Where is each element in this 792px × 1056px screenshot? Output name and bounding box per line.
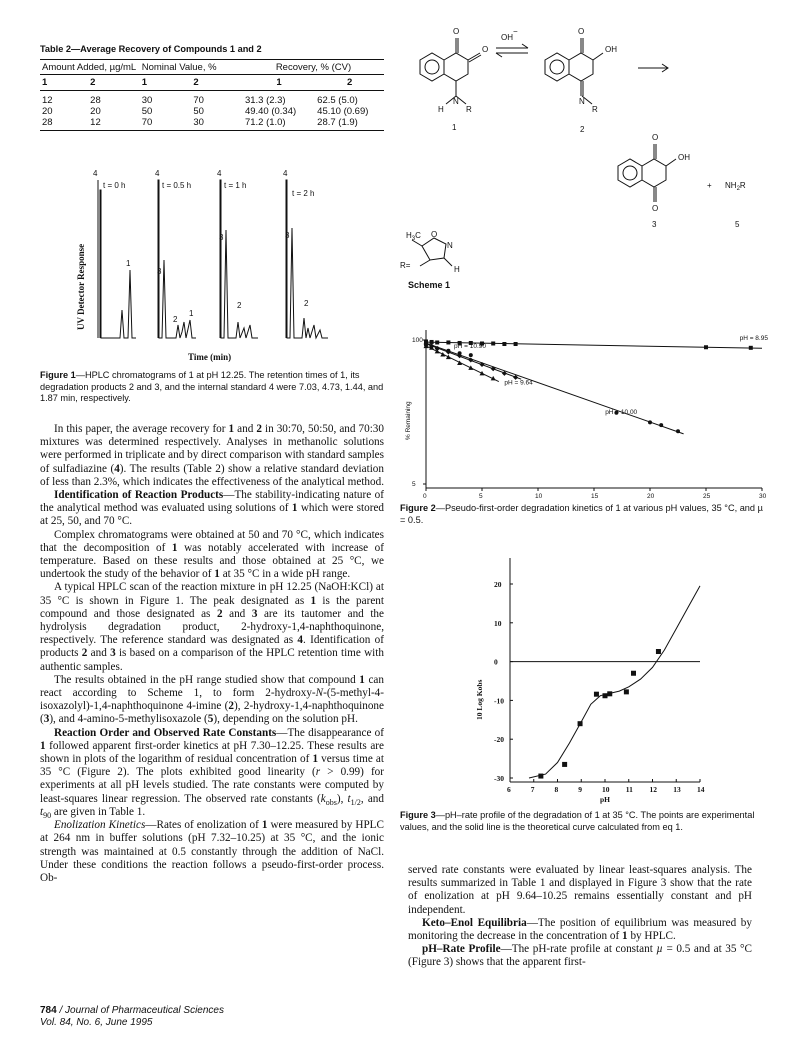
atom-label: O: [652, 204, 659, 213]
series-label: pH = 10.00: [605, 409, 638, 417]
atom-label: O: [578, 27, 585, 36]
table-subheader: 2: [191, 75, 243, 91]
peak-label: 4: [155, 169, 160, 178]
data-point: [656, 649, 661, 654]
peak-label: 1: [189, 309, 194, 318]
text-run: 1: [171, 541, 178, 554]
table-cell: 49.40 (0.34): [244, 106, 297, 117]
text-run: versus time at 35 °C (Figure 2). The plots exhibited good linearity (: [40, 753, 384, 779]
text-run: 4: [297, 634, 304, 647]
text-run: Identification of Reaction Products: [54, 489, 224, 502]
text-run: ), depending on the solution pH.: [213, 713, 358, 726]
text-run: , and: [360, 792, 384, 805]
text-run: ), and 4-amino-5-methylisoxazole (: [49, 713, 208, 726]
figure-1-caption: [40, 370, 384, 405]
caption-text: —Pseudo-first-order degradation kinetics of 1 at various pH values, 35 °C, and µ = 0.5.: [400, 503, 763, 525]
text-run: ),: [336, 792, 348, 805]
paragraph: [408, 917, 752, 943]
scheme-1: [400, 8, 780, 290]
text-run: served rate constants were evaluated by linear least-squares analysis. The results summarized in Table 1 and displayed in Figure 3 show that the rate of enolization at pH 9.64–10.25 remains essentially constant and pH independent.: [408, 864, 752, 916]
data-point: [480, 362, 485, 367]
y-tick-label: -10: [494, 696, 504, 706]
text-run: ). The results (Table 2) show a relative standard deviation of less than 2.3%, which indicates the effectiveness of the analytical method.: [40, 462, 385, 488]
text-run: was notably accelerated with increase of temperature. Based on these results and those obtained at 25 °C, we undertook the study of the behavior of: [40, 541, 384, 581]
text-run: in 30:70, 50:50, and 70:30 mixtures was determined respectively. Analyses in methanolic solutions were performed in triplicate and by direct comparison with standard samples of sulfadiazine (: [40, 423, 384, 475]
text-run: Keto–Enol Equilibria: [422, 916, 527, 929]
table-cell: 50: [193, 106, 204, 117]
text-run: Enolization Kinetics: [54, 819, 146, 832]
paragraph: [408, 864, 752, 917]
data-point: [538, 774, 543, 779]
x-tick-label: 0: [423, 493, 427, 500]
data-point: [704, 345, 708, 349]
text-run: —The position of equilibrium was measured by monitoring the decrease in the concentration of: [408, 916, 752, 943]
text-run: In this paper, the average recovery for: [54, 423, 229, 435]
table-header: Nominal Value, %: [140, 60, 243, 75]
text-run: can react according to Scheme 1, to form 2-hydroxy-: [40, 673, 384, 700]
x-tick-label: 30: [759, 493, 767, 500]
peak-label: 4: [217, 169, 222, 178]
figure-2-chart: [400, 300, 770, 500]
text-run: —The stability-indicating nature of the analytical method was evaluated using solutions of: [40, 489, 384, 515]
peak-label: 1: [126, 259, 131, 268]
atom-label: H: [454, 265, 460, 274]
text-run: —The pH-rate profile at constant: [500, 943, 657, 956]
data-point: [430, 340, 434, 344]
text-run: and: [234, 423, 257, 435]
table-cell: 70: [193, 95, 204, 106]
table-2-grid: [40, 59, 384, 131]
paragraph: [40, 727, 384, 819]
x-tick-label: 11: [625, 785, 633, 794]
text-run: pH–Rate Profile: [422, 943, 501, 956]
text-run: 2: [81, 647, 88, 660]
atom-label: OH: [678, 153, 690, 162]
chromatogram-trace: [220, 180, 258, 338]
table-cell: 28: [90, 95, 101, 106]
compound-number: 3: [652, 220, 657, 229]
text-run: Reaction Order and Observed Rate Constants: [54, 726, 277, 739]
x-tick-label: 8: [554, 785, 559, 794]
y-tick-label: 10: [494, 618, 502, 628]
table-cell: 45.10 (0.69): [317, 106, 369, 117]
paragraph: [408, 943, 752, 969]
x-tick-label: 10: [602, 785, 610, 794]
y-axis-label: 10 Log Kobs: [475, 679, 484, 720]
table-subheader: 1: [40, 75, 88, 91]
text-run: are its tautomer and the hydrolysis degradation product, 2-hydroxy-1,4-naphthoquinone, respectively. The reference standard was designated as: [40, 607, 384, 647]
atom-label: R: [592, 105, 598, 114]
text-run: 2: [256, 423, 262, 435]
data-point: [631, 671, 636, 676]
text-run: —Rates of enolization of: [145, 819, 262, 832]
x-tick-label: 13: [673, 785, 681, 794]
text-run: t: [40, 805, 44, 818]
page-footer: [40, 1005, 224, 1029]
data-point: [578, 721, 583, 726]
text-run: 1: [261, 819, 268, 832]
r-group-label: R=: [400, 261, 411, 270]
text-run: µ: [656, 943, 663, 956]
table-cell: 12: [42, 95, 53, 106]
data-point: [624, 689, 629, 694]
series-label: pH = 9.64: [504, 379, 533, 387]
peak-label: 3: [219, 233, 224, 242]
text-run: -(5-methyl-4-isoxazolyl)-1,4-naphthoquinone 4-imine (: [40, 687, 384, 713]
x-tick-label: 7: [530, 785, 535, 794]
plus-sign: +: [707, 181, 712, 190]
paragraph: [40, 581, 384, 673]
x-tick-label: 10: [535, 493, 543, 500]
table-row: [40, 106, 384, 117]
text-run: = 0.5 and at 35 °C (Figure 3) shows that the apparent first-: [408, 943, 752, 969]
data-point: [446, 340, 450, 344]
amine-label: $NH_2R$: [725, 181, 746, 192]
text-run: 90: [43, 811, 52, 821]
table-cell: 28: [40, 117, 88, 131]
series-label: pH = 8.95: [739, 334, 768, 342]
text-run: is the parent compound and those designated as: [40, 594, 384, 620]
figure-1-xlabel: Time (min): [188, 352, 232, 362]
data-point: [480, 371, 485, 376]
peak-label: 3: [285, 231, 290, 240]
x-tick-label: 15: [591, 493, 599, 500]
caption-label: Figure 1: [40, 370, 76, 380]
atom-label: OH: [605, 45, 617, 54]
chromatogram-trace: [286, 180, 328, 338]
text-run: obs: [325, 797, 337, 807]
theoretical-curve: [529, 586, 700, 778]
text-run: 3: [110, 647, 116, 660]
data-point: [676, 429, 680, 433]
table-cell: 70: [140, 117, 192, 131]
text-run: 1: [228, 423, 235, 435]
data-point: [435, 340, 439, 344]
atom-label: N: [453, 97, 459, 106]
data-point: [562, 762, 567, 767]
text-run: 1/2: [350, 797, 361, 807]
series-label: pH = 10.90: [454, 343, 486, 351]
page-number: 784: [40, 1005, 57, 1016]
x-tick-label: 9: [578, 785, 582, 794]
text-run: 1: [310, 594, 317, 607]
x-tick-label: 6: [507, 785, 511, 794]
text-run: t: [347, 792, 351, 805]
figure-1-chromatograms: [40, 160, 384, 366]
peak-label: 2: [173, 315, 178, 324]
scheme-1-label: Scheme 1: [408, 280, 451, 290]
text-run: A typical HPLC scan of the reaction mixture in pH 12.25 (NaOH:KCl) at 35 °C is shown in Figure 1. The peak designated as: [40, 581, 384, 607]
text-run: . Identification of products: [40, 634, 384, 660]
text-run: > 0.99) for experiments at all pH levels studied. The rate constants were computed by least-squares linear regression. The observed rate constants (: [40, 766, 384, 805]
y-axis-label: % Remaining: [405, 401, 412, 440]
hydroxide-label: OH: [501, 33, 513, 42]
text-run: 4: [114, 462, 120, 475]
panel-time-label: t = 0 h: [103, 181, 126, 190]
text-run: 1: [40, 739, 46, 752]
caption-text: —pH–rate profile of the degradation of 1 at 35 °C. The points are experimental values, and the solid line is the theoretical curve calculated from eq 1.: [400, 810, 755, 832]
text-run: at 35 °C in a wide pH range.: [219, 568, 351, 581]
text-run: and: [87, 647, 111, 660]
caption-label: Figure 2: [400, 503, 436, 513]
text-run: ), 2-hydroxy-1,4-naphthoquinone (: [40, 700, 384, 726]
y-tick-label: 5: [412, 481, 416, 488]
text-run: 1: [214, 568, 220, 581]
compound-number: 5: [735, 220, 740, 229]
panel-time-label: t = 0.5 h: [162, 181, 192, 190]
peak-label: 2: [304, 299, 309, 308]
text-run: by HPLC.: [627, 930, 676, 943]
table-cell: 50: [141, 106, 153, 117]
y-tick-label: -30: [494, 774, 504, 783]
text-run: and: [222, 607, 252, 620]
text-run: 3: [251, 607, 258, 620]
x-tick-label: 14: [697, 785, 705, 794]
table-cell: 31.3 (2.3): [244, 95, 286, 106]
text-run: k: [320, 792, 326, 805]
table-cell: 30: [141, 95, 153, 106]
caption-label: Figure 3: [400, 810, 436, 820]
journal-issue: Vol. 84, No. 6, June 1995: [40, 1017, 153, 1028]
atom-label: O: [453, 27, 460, 36]
data-point: [594, 692, 599, 697]
left-column-text: [40, 423, 384, 885]
data-point: [491, 341, 495, 345]
series-line: [426, 343, 684, 434]
text-run: The results obtained in the pH range studied show that compound: [54, 673, 360, 686]
text-run: 1: [291, 502, 298, 515]
data-point: [446, 355, 451, 360]
panel-time-label: t = 1 h: [224, 181, 247, 190]
x-tick-label: 25: [703, 493, 711, 500]
compound-number: 2: [580, 125, 585, 134]
text-run: 3: [43, 713, 50, 726]
figure-2-caption: [400, 503, 770, 526]
data-point: [469, 353, 473, 357]
text-run: N: [315, 687, 324, 700]
data-point: [603, 693, 608, 698]
peak-label: 4: [93, 169, 98, 178]
y-tick-label: -20: [494, 735, 504, 745]
table-subheader: 2: [88, 75, 140, 91]
table-cell: 20: [90, 106, 101, 117]
paragraph: [40, 674, 384, 727]
text-run: is based on a comparison of the HPLC retention time with authentic samples.: [40, 647, 384, 673]
text-run: 2: [228, 700, 235, 713]
caption-text: —HPLC chromatograms of 1 at pH 12.25. The retention times of 1, its degradation products 2 and 3, and the internal standard 4 were 7.03, 4.73, 1.44, and 1.87 min, respectively.: [40, 370, 384, 403]
journal-name: / Journal of Pharmaceutical Sciences: [56, 1005, 224, 1016]
text-run: r: [315, 766, 321, 779]
table-subheader: 1: [243, 75, 315, 91]
data-point: [648, 420, 652, 424]
atom-label: O: [482, 45, 489, 54]
compound-number: 1: [452, 123, 457, 132]
x-axis-label: pH: [600, 795, 611, 804]
text-run: which were stored at 25, 50, and 70 °C.: [40, 502, 385, 528]
table-row: [40, 91, 384, 107]
figure-3-caption: [400, 810, 770, 833]
figure-3-chart: [400, 548, 770, 808]
text-run: 5: [207, 713, 214, 726]
text-run: 1: [622, 930, 628, 943]
atom-label: N: [579, 97, 585, 106]
text-run: 1: [359, 673, 365, 686]
table-cell: 71.2 (1.0): [243, 117, 315, 131]
methyl-label: $H_3C$: [406, 231, 421, 242]
data-point: [749, 346, 753, 350]
y-tick-label: 20: [494, 580, 502, 589]
panel-time-label: t = 2 h: [292, 189, 315, 198]
atom-label: N: [447, 241, 453, 250]
x-tick-label: 12: [649, 785, 657, 794]
peak-label: 4: [283, 169, 288, 178]
table-2: [40, 44, 384, 131]
paragraph: [40, 423, 384, 489]
table-2-caption: Table 2—Average Recovery of Compounds 1 and 2: [40, 44, 262, 54]
data-point: [502, 342, 506, 346]
text-run: followed apparent first-order kinetics at pH 7.30–12.25. These results are shown in plots of the logarithm of residual concentration of: [40, 739, 384, 766]
table-cell: 12: [88, 117, 140, 131]
table-cell: 62.5 (5.0): [317, 95, 358, 106]
table-row: [40, 117, 384, 131]
peak-label: 3: [157, 267, 162, 276]
text-run: are given in Table 1.: [51, 805, 146, 818]
table-cell: 20: [42, 106, 53, 117]
data-point: [659, 423, 663, 427]
x-tick-label: 20: [647, 493, 655, 500]
table-subheader: 1: [140, 75, 192, 91]
paragraph: [40, 529, 384, 582]
table-cell: 28.7 (1.9): [315, 117, 384, 131]
table-header: Amount Added, µg/mL: [40, 60, 140, 75]
right-column-text: [408, 864, 752, 970]
text-run: Complex chromatograms were obtained at 50 and 70 °C, which indicates that the decomposition of: [40, 528, 384, 554]
paragraph: [40, 489, 384, 529]
text-run: 2: [216, 607, 223, 620]
table-header: Recovery, % (CV): [243, 60, 384, 75]
x-tick-label: 5: [479, 493, 483, 500]
atom-label: H: [438, 105, 444, 114]
data-point: [440, 352, 445, 357]
text-run: were measured by HPLC at 264 nm in buffer solutions (pH 7.32–10.25) at 35 °C, and the ionic strength was maintained at 0.5 constantly through the addition of NaCl. Under these conditions the reaction follows a pseudo-first-order process. Ob-: [40, 819, 384, 884]
text-run: 1: [312, 753, 319, 766]
paragraph: [40, 819, 384, 885]
atom-label: O: [431, 230, 438, 239]
data-point: [468, 365, 473, 370]
table-cell: 30: [191, 117, 243, 131]
figure-1-ylabel: UV Detector Response: [76, 243, 86, 330]
text-run: —The disappearance of: [276, 726, 384, 739]
y-tick-label: 0: [494, 657, 498, 667]
data-point: [607, 691, 612, 696]
y-tick-label: 100: [412, 337, 423, 344]
table-subheader: 2: [315, 75, 384, 91]
atom-label: O: [652, 133, 659, 142]
data-point: [514, 342, 518, 346]
atom-label: R: [466, 105, 472, 114]
minus-sign: −: [513, 27, 518, 36]
peak-label: 2: [237, 301, 242, 310]
